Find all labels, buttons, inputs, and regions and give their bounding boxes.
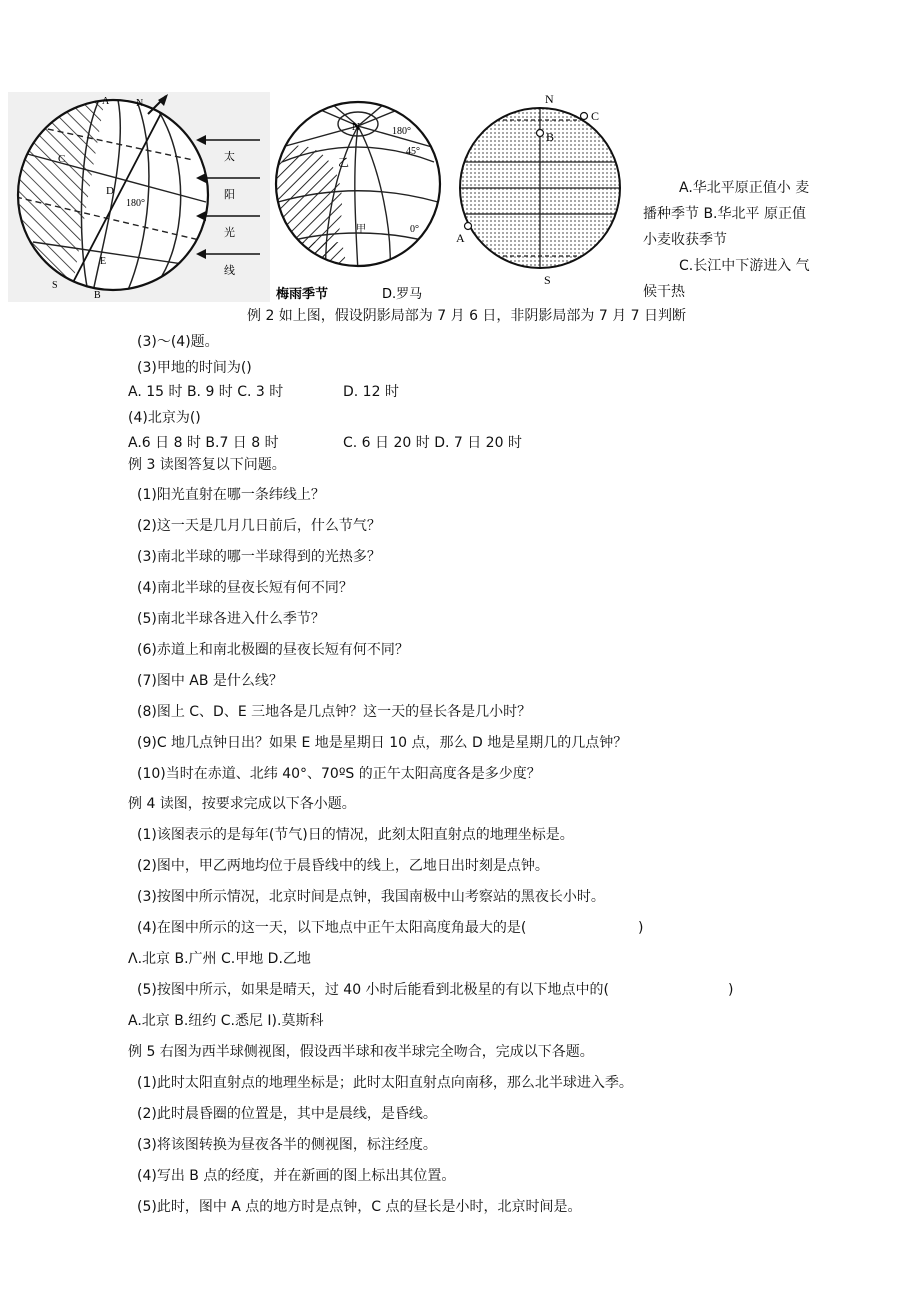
fig2-label-yi: 乙 (338, 156, 349, 169)
fig1-label-c: C (58, 153, 66, 165)
example-3-q5: (5)南北半球各进入什么季节？ (137, 611, 325, 627)
example-3-q3: (3)南北半球的哪一半球得到的光热多？ (137, 549, 381, 565)
example-5-q3: (3)将该图转换为昼夜各半的侧视图，标注经度。 (137, 1137, 437, 1153)
question-3-options-b: D. 12 时 (343, 384, 399, 400)
example-4-q4-options: Λ.北京 B.广州 C.甲地 D.乙地 (128, 951, 311, 967)
question-4-options-a: A.6 日 8 时 B.7 日 8 时 (128, 435, 279, 451)
fig1-label-n: N (136, 98, 144, 109)
example-3-title: 例 3 读图答复以下问题。 (128, 457, 286, 473)
fig3-label-s: S (544, 273, 551, 287)
ray-label-3: 光 (224, 226, 235, 239)
question-3: (3)甲地的时间为() (137, 360, 252, 376)
side-option-a3: 小麦收获季节 (643, 232, 727, 248)
ray-label-4: 线 (224, 264, 235, 277)
example-3-q6: (6)赤道上和南北极圈的昼夜长短有何不同？ (137, 642, 409, 658)
ray-label-1: 太 (224, 150, 235, 163)
fig2-label-45: 45° (406, 146, 420, 157)
example-3-q1: (1)阳光直射在哪一条纬线上？ (137, 487, 325, 503)
example-5-q5: (5)此时，图中 A 点的地方时是点钟，C 点的昼长是小时，北京时间是。 (137, 1199, 582, 1215)
example-4-q4-close: ) (638, 920, 644, 936)
example-3-q7: (7)图中 AB 是什么线？ (137, 673, 283, 689)
fig1-label-b: B (94, 290, 101, 301)
example-5-q4: (4)写出 B 点的经度，并在新画的图上标出其位置。 (137, 1168, 456, 1184)
example-4-q2: (2)图中，甲乙两地均位于晨昏线中的线上，乙地日出时刻是点钟。 (137, 858, 549, 874)
fig3-label-a: A (456, 231, 465, 245)
fig1-label-deg: 180° (126, 198, 145, 209)
fig3-label-b: B (546, 130, 555, 144)
side-option-a1: A.华北平原正值小 麦 (679, 180, 810, 196)
example-3-q10: (10)当时在赤道、北纬 40°、70ºS 的正午太阳高度各是多少度？ (137, 766, 541, 782)
example-2-range: (3)〜(4)题。 (137, 334, 219, 350)
fig2-caption-left: 梅雨季节 (276, 287, 329, 302)
fig3-label-n: N (545, 92, 554, 106)
globe-figure-3 (454, 92, 626, 302)
fig3-label-c: C (591, 109, 600, 123)
fig2-label-jia: 甲 (356, 224, 366, 235)
fig1-label-d: D (106, 185, 114, 197)
question-4-options-b: C. 6 日 20 时 D. 7 日 20 时 (343, 435, 522, 451)
fig1-label-e: E (100, 256, 107, 267)
example-5-q2: (2)此时晨昏圈的位置是，其中是晨线，是昏线。 (137, 1106, 437, 1122)
side-option-c2: 候干热 (643, 284, 685, 300)
example-3-q8: (8)图上 C、D、E 三地各是几点钟？这一天的昼长各是几小时？ (137, 704, 532, 720)
example-4-title: 例 4 读图，按要求完成以下各小题。 (128, 796, 356, 812)
fig1-label-s: S (52, 280, 58, 291)
example-4-q1: (1)该图表示的是每年(节气)日的情况，此刻太阳直射点的地理坐标是。 (137, 827, 574, 843)
example-4-q3: (3)按图中所示情况，北京时间是点钟，我国南极中山考察站的黑夜长小时。 (137, 889, 605, 905)
side-option-a2: 播种季节 B.华北平 原正值 (643, 206, 806, 222)
example-4-q4: (4)在图中所示的这一天，以下地点中正午太阳高度角最大的是( (137, 920, 527, 936)
example-2-intro: 例 2 如上图，假设阴影局部为 7 月 6 日，非阴影局部为 7 月 7 日判断 (247, 308, 687, 324)
question-3-options-a: A. 15 时 B. 9 时 C. 3 时 (128, 384, 284, 400)
fig1-label-a: A (102, 96, 110, 107)
fig2-caption-right: D.罗马 (382, 287, 423, 302)
fig2-label-180: 180° (392, 126, 411, 137)
sunlight-arrows (192, 120, 270, 280)
example-5-title: 例 5 右图为西半球侧视图，假设西半球和夜半球完全吻合，完成以下各题。 (128, 1044, 594, 1060)
example-3-q2: (2)这一天是几月几日前后，什么节气？ (137, 518, 381, 534)
figures-row (0, 90, 640, 305)
globe-figure-2 (272, 92, 444, 304)
question-4: (4)北京为() (128, 410, 201, 426)
example-4-q5: (5)按图中所示，如果是晴天，过 40 小时后能看到北极星的有以下地点中的( (137, 982, 610, 998)
example-4-q5-close: ) (728, 982, 734, 998)
example-3-q4: (4)南北半球的昼夜长短有何不同？ (137, 580, 353, 596)
example-4-q5-options: A.北京 B.纽约 C.悉尼 I).莫斯科 (128, 1013, 324, 1029)
example-3-q9: (9)C 地几点钟日出？如果 E 地是星期日 10 点，那么 D 地是星期几的几点钟？ (137, 735, 628, 751)
side-option-c1: C.长江中下游进入 气 (679, 258, 810, 274)
example-5-q1: (1)此时太阳直射点的地理坐标是；此时太阳直射点向南移，那么北半球进入季。 (137, 1075, 633, 1091)
fig2-label-0: 0° (410, 224, 419, 235)
fig2-label-n: N (352, 121, 360, 133)
ray-label-2: 阳 (224, 188, 235, 201)
